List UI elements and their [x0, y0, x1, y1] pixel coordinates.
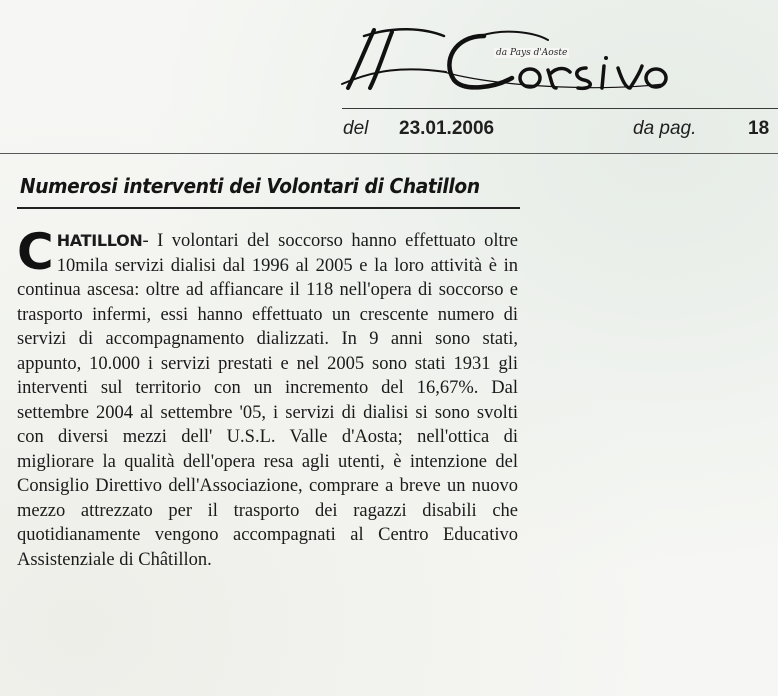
masthead-rule	[342, 108, 778, 109]
article-body	[17, 223, 518, 572]
article-text: - I volontari del soccorso hanno effettuato oltre 10mila servizi dialisi dal 1996 al 2005 e la loro attività è in continua ascesa: oltre ad affiancare il 118 nell'opera di soccorso e trasporto infermi, essi hanno effettuato un crescente numero di servizi di accompagnamento dializzati. In 9 anni sono stati, appunto, 10.000 i servizi prestati e nel 2005 sono stati 1931 gli interventi sul territorio con un incremento del 16,67%. Dal settembre 2004 al settembre '05, i servizi di dialisi si sono svolti con diversi mezzi dell' U.S.L. Valle d'Aosta; nell'ottica di migliorare la qualità dell'opera resa agli utenti, è intenzione del Consiglio Direttivo dell'Associazione, comprare a breve un nuovo mezzo attrezzato per il trasporto dei ragazzi disabili che quotidianamente vengono accompagnati al Centro Educativo Assistenziale di Châtillon.	[17, 231, 518, 570]
date-label: del	[343, 118, 369, 139]
article-headline: Numerosi interventi dei Volontari di Chatillon	[20, 174, 480, 198]
page-number: 18	[748, 118, 770, 139]
drop-cap: C	[17, 223, 54, 281]
headline-underline	[17, 207, 520, 209]
lead-word: HATILLON	[56, 231, 143, 250]
masthead-subtitle: da Pays d'Aoste	[496, 48, 568, 58]
page-label: da pag.	[633, 118, 697, 139]
masthead-logo	[334, 22, 754, 102]
header-divider	[0, 153, 778, 154]
masthead-logo-art	[334, 22, 754, 102]
publication-date: 23.01.2006	[399, 118, 495, 139]
